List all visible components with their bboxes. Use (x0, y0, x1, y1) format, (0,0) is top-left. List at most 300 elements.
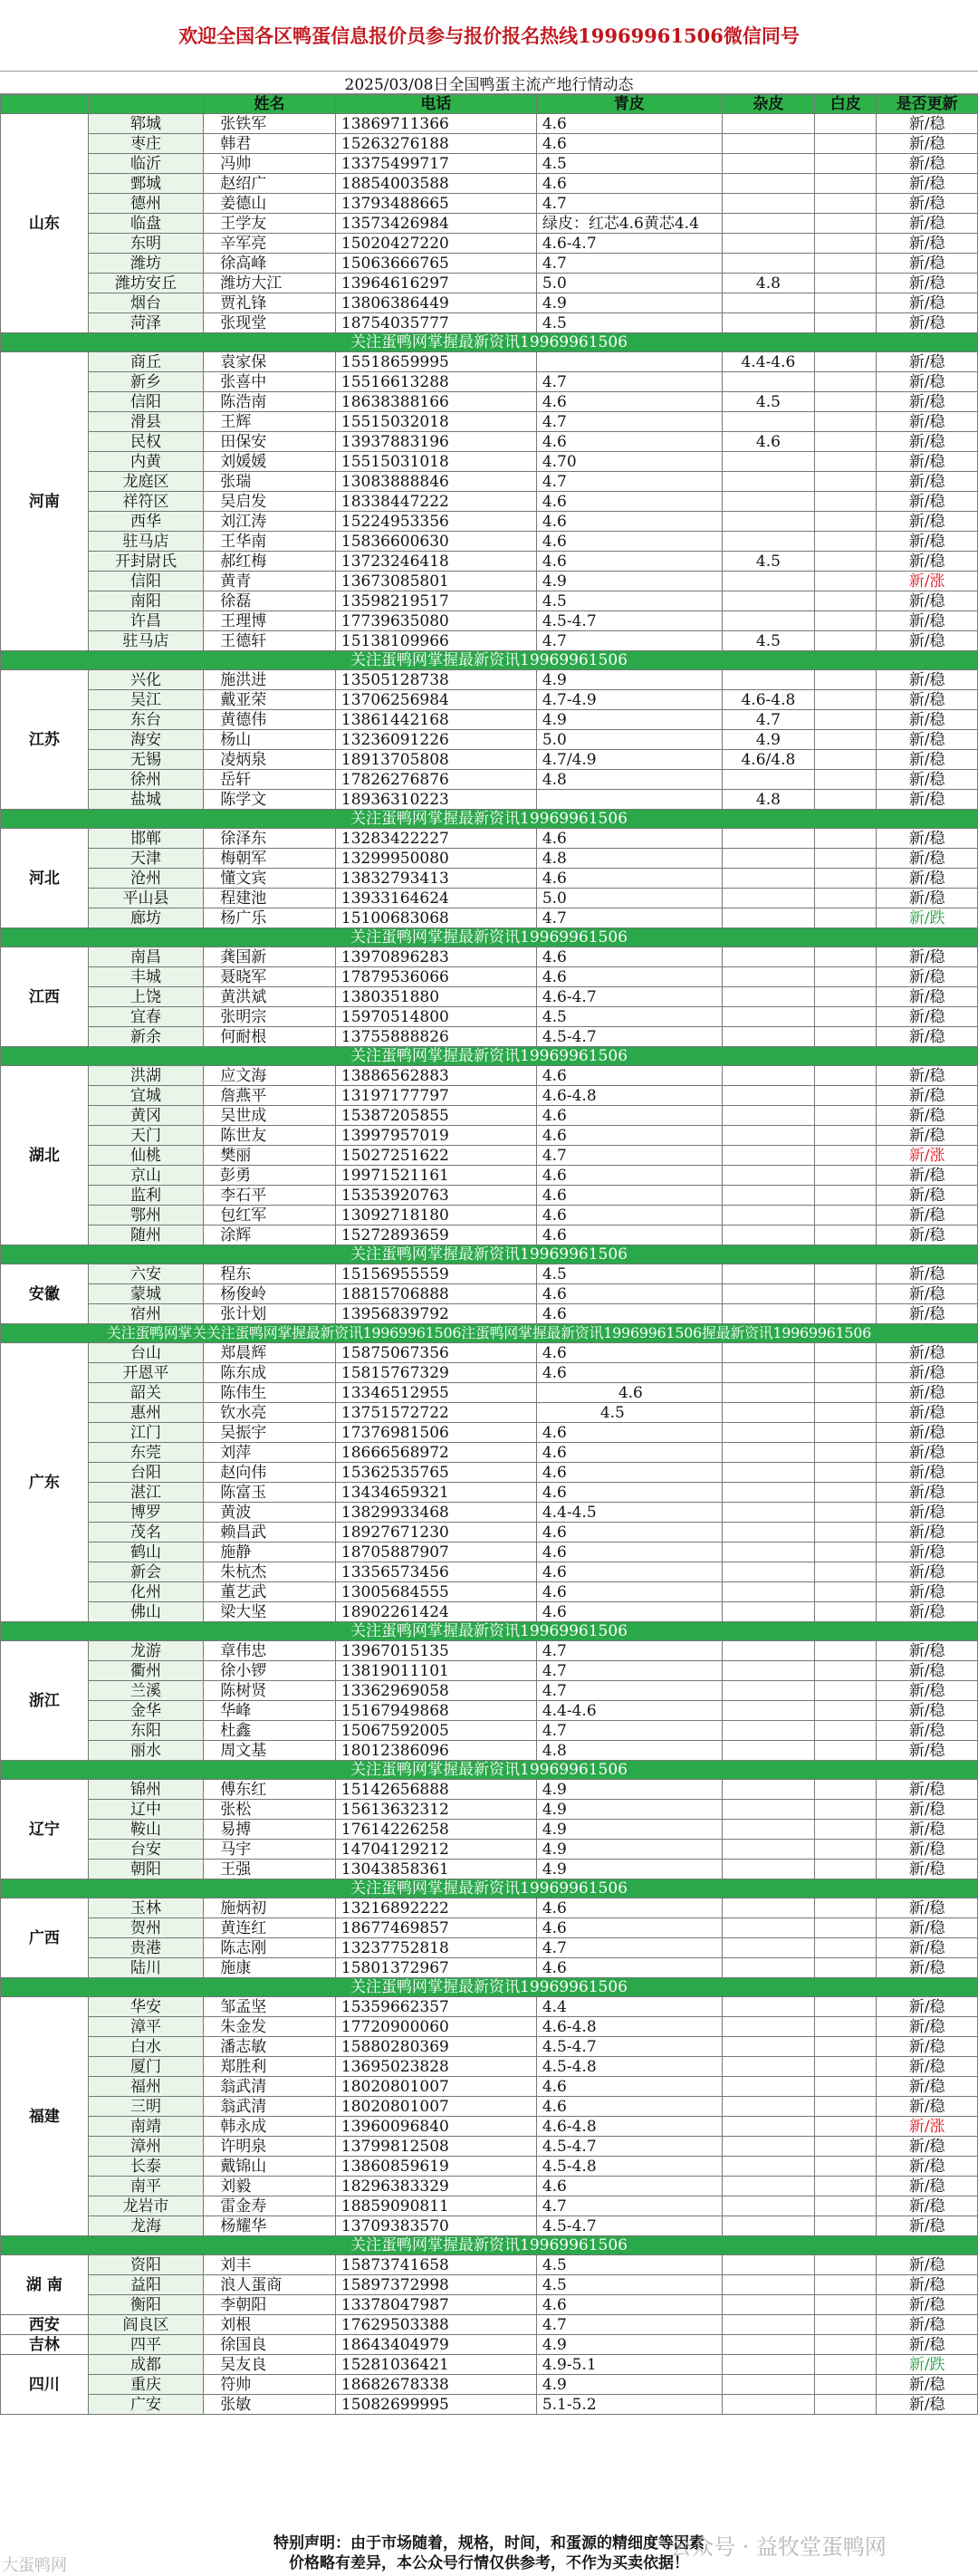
name-cell: 杜鑫 (204, 1721, 336, 1741)
update-status: 新/稳 (877, 1264, 978, 1284)
phone-cell: 13970896283 (335, 947, 536, 967)
update-status: 新/稳 (877, 2097, 978, 2117)
mixed-shell-price (722, 1226, 814, 1245)
table-row (1, 2395, 978, 2415)
green-shell-price: 4.7/4.9 (536, 750, 722, 770)
table-row (1, 1086, 978, 1106)
mixed-shell-price (722, 114, 814, 134)
footer-line1: 特别声明：由于市场随着，规格，时间，和蛋源的精细度等因素 (273, 2534, 705, 2552)
name-cell: 潍坊大江 (204, 274, 336, 293)
update-status: 新/稳 (877, 2315, 978, 2335)
green-shell-price: 4.7 (536, 372, 722, 392)
green-shell-price: 4.6 (536, 552, 722, 572)
city-cell: 海安 (88, 730, 203, 750)
update-status: 新/稳 (877, 1780, 978, 1800)
city-cell: 丽水 (88, 1741, 203, 1761)
name-cell: 凌炳泉 (204, 750, 336, 770)
green-shell-price: 4.6 (536, 1562, 722, 1582)
city-cell: 菏泽 (88, 313, 203, 333)
white-shell-price (815, 2375, 877, 2395)
green-shell-price: 4.6 (536, 1166, 722, 1186)
mixed-shell-price (722, 1780, 814, 1800)
green-shell-price: 4.7 (536, 1681, 722, 1701)
white-shell-price (815, 987, 877, 1007)
mixed-shell-price (722, 1503, 814, 1523)
phone-cell: 15897372998 (335, 2275, 536, 2295)
mixed-shell-price (722, 492, 814, 512)
mixed-shell-price (722, 1820, 814, 1840)
update-status: 新/稳 (877, 1443, 978, 1463)
phone-cell: 15515032018 (335, 412, 536, 432)
phone-cell: 13197177797 (335, 1086, 536, 1106)
city-cell: 潍坊 (88, 254, 203, 274)
table-row (1, 1741, 978, 1761)
green-shell-price: 4.6 (536, 1582, 722, 1602)
white-shell-price (815, 1126, 877, 1146)
name-cell: 程建池 (204, 889, 336, 908)
phone-cell: 15873741658 (335, 2255, 536, 2275)
phone-cell: 18902261424 (335, 1602, 536, 1622)
white-shell-price (815, 1898, 877, 1918)
white-shell-price (815, 1226, 877, 1245)
mixed-shell-price: 4.6/4.8 (722, 750, 814, 770)
table-row (1, 690, 978, 710)
ad-banner-row (1, 1324, 978, 1343)
white-shell-price (815, 1363, 877, 1383)
city-cell: 衢州 (88, 1661, 203, 1681)
mixed-shell-price (722, 2216, 814, 2236)
table-row (1, 293, 978, 313)
name-cell: 陈富玉 (204, 1483, 336, 1503)
city-cell: 福州 (88, 2077, 203, 2097)
table-row (1, 2077, 978, 2097)
table-row (1, 2177, 978, 2196)
name-cell: 朱金发 (204, 2017, 336, 2037)
city-cell: 龙游 (88, 1641, 203, 1661)
table-row (1, 670, 978, 690)
price-table (0, 94, 978, 2415)
table-row (1, 2057, 978, 2077)
update-status: 新/稳 (877, 2196, 978, 2216)
white-shell-price (815, 2097, 877, 2117)
ad-banner-text: 关注蛋鸭网掌握最新资讯19969961506 (1, 928, 978, 947)
white-shell-price (815, 392, 877, 412)
update-status: 新/稳 (877, 512, 978, 532)
mixed-shell-price (722, 591, 814, 611)
name-cell: 刘萍 (204, 1443, 336, 1463)
city-cell: 信阳 (88, 392, 203, 412)
update-status: 新/稳 (877, 1343, 978, 1363)
phone-cell: 13346512955 (335, 1383, 536, 1403)
green-shell-price: 4.5 (536, 2255, 722, 2275)
table-row (1, 2037, 978, 2057)
table-row (1, 572, 978, 591)
name-cell: 施炳初 (204, 1898, 336, 1918)
white-shell-price (815, 849, 877, 869)
mixed-shell-price (722, 1840, 814, 1860)
city-cell: 廊坊 (88, 908, 203, 928)
mixed-shell-price (722, 1304, 814, 1324)
white-shell-price (815, 1741, 877, 1761)
mixed-shell-price: 4.5 (722, 392, 814, 412)
green-shell-price: 4.9 (536, 2375, 722, 2395)
city-cell: 玉林 (88, 1898, 203, 1918)
city-cell: 锦州 (88, 1780, 203, 1800)
green-shell-price: 4.6 (536, 1423, 722, 1443)
mixed-shell-price (722, 1264, 814, 1284)
ad-banner-row (1, 1761, 978, 1780)
phone-cell: 13937883196 (335, 432, 536, 452)
update-status: 新/稳 (877, 194, 978, 214)
header-white: 白皮 (815, 95, 877, 114)
update-status: 新/稳 (877, 1483, 978, 1503)
city-cell: 鹤山 (88, 1543, 203, 1562)
city-cell: 民权 (88, 432, 203, 452)
city-cell: 新乡 (88, 372, 203, 392)
update-status: 新/稳 (877, 631, 978, 651)
mixed-shell-price (722, 512, 814, 532)
ad-banner-text: 关注蛋鸭网掌握最新资讯19969961506 (1, 810, 978, 829)
table-row (1, 1166, 978, 1186)
city-cell: 台安 (88, 1840, 203, 1860)
white-shell-price (815, 2137, 877, 2157)
mixed-shell-price (722, 987, 814, 1007)
green-shell-price: 4.7 (536, 2315, 722, 2335)
phone-cell: 17376981506 (335, 1423, 536, 1443)
phone-cell: 18638388166 (335, 392, 536, 412)
city-cell: 重庆 (88, 2375, 203, 2395)
table-row (1, 2097, 978, 2117)
green-shell-price: 4.4 (536, 1997, 722, 2017)
phone-cell: 15156955559 (335, 1264, 536, 1284)
city-cell: 湛江 (88, 1483, 203, 1503)
name-cell: 程东 (204, 1264, 336, 1284)
name-cell: 杨耀华 (204, 2216, 336, 2236)
ad-banner-text: 关注蛋鸭网掌握最新资讯19969961506 (1, 1761, 978, 1780)
table-row (1, 1186, 978, 1206)
table-row (1, 829, 978, 849)
name-cell: 张明宗 (204, 1007, 336, 1027)
table-row (1, 1066, 978, 1086)
update-status: 新/稳 (877, 770, 978, 790)
update-status: 新/稳 (877, 392, 978, 412)
table-header (1, 95, 978, 114)
phone-cell: 15359662357 (335, 1997, 536, 2017)
table-row (1, 1780, 978, 1800)
mixed-shell-price (722, 2315, 814, 2335)
green-shell-price: 4.8 (536, 770, 722, 790)
table-row (1, 889, 978, 908)
phone-cell: 15515031018 (335, 452, 536, 472)
mixed-shell-price (722, 154, 814, 174)
update-status: 新/稳 (877, 214, 978, 234)
name-cell: 朱杭杰 (204, 1562, 336, 1582)
white-shell-price (815, 1602, 877, 1622)
update-status: 新/稳 (877, 947, 978, 967)
update-status: 新/稳 (877, 1206, 978, 1226)
green-shell-price: 4.6 (536, 1363, 722, 1383)
name-cell: 岳轩 (204, 770, 336, 790)
name-cell: 戴亚荣 (204, 690, 336, 710)
name-cell: 涂辉 (204, 1226, 336, 1245)
mixed-shell-price: 4.8 (722, 274, 814, 293)
white-shell-price (815, 1284, 877, 1304)
update-status: 新/稳 (877, 1403, 978, 1423)
phone-cell: 13819011101 (335, 1661, 536, 1681)
mixed-shell-price (722, 452, 814, 472)
update-status: 新/稳 (877, 670, 978, 690)
mixed-shell-price: 4.9 (722, 730, 814, 750)
update-status: 新/稳 (877, 1681, 978, 1701)
city-cell: 天门 (88, 1126, 203, 1146)
white-shell-price (815, 1403, 877, 1423)
white-shell-price (815, 1938, 877, 1958)
ad-banner-text: 关注蛋鸭网掌握最新资讯19969961506 (1, 333, 978, 352)
city-cell: 茂名 (88, 1523, 203, 1543)
update-status: 新/稳 (877, 1523, 978, 1543)
mixed-shell-price (722, 1423, 814, 1443)
mixed-shell-price (722, 1681, 814, 1701)
mixed-shell-price (722, 1582, 814, 1602)
name-cell: 袁家保 (204, 352, 336, 372)
name-cell: 辛军亮 (204, 234, 336, 254)
name-cell: 赵绍广 (204, 174, 336, 194)
green-shell-price: 4.6 (536, 1284, 722, 1304)
table-row (1, 1027, 978, 1047)
green-shell-price: 4.6 (536, 1186, 722, 1206)
update-status: 新/稳 (877, 2177, 978, 2196)
green-shell-price: 4.6 (536, 432, 722, 452)
update-status: 新/稳 (877, 2395, 978, 2415)
green-shell-price: 绿皮：红芯4.6黄芯4.4 (536, 214, 722, 234)
white-shell-price (815, 1543, 877, 1562)
white-shell-price (815, 1423, 877, 1443)
white-shell-price (815, 1066, 877, 1086)
phone-cell: 13806386449 (335, 293, 536, 313)
mixed-shell-price (722, 670, 814, 690)
phone-cell: 15880280369 (335, 2037, 536, 2057)
green-shell-price (536, 790, 722, 810)
table-row (1, 1582, 978, 1602)
city-cell: 江门 (88, 1423, 203, 1443)
table-row (1, 710, 978, 730)
white-shell-price (815, 2315, 877, 2335)
green-shell-price: 4.5-4.8 (536, 2157, 722, 2177)
name-cell: 张瑞 (204, 472, 336, 492)
mixed-shell-price (722, 1562, 814, 1582)
city-cell: 东莞 (88, 1443, 203, 1463)
table-row (1, 869, 978, 889)
table-row (1, 1681, 978, 1701)
table-row (1, 313, 978, 333)
phone-cell: 15970514800 (335, 1007, 536, 1027)
city-cell: 商丘 (88, 352, 203, 372)
phone-cell: 13967015135 (335, 1641, 536, 1661)
white-shell-price (815, 829, 877, 849)
mixed-shell-price (722, 532, 814, 552)
name-cell: 张喜中 (204, 372, 336, 392)
update-status: 新/稳 (877, 1582, 978, 1602)
city-cell: 徐州 (88, 770, 203, 790)
mixed-shell-price (722, 1206, 814, 1226)
white-shell-price (815, 1800, 877, 1820)
phone-cell: 15613632312 (335, 1800, 536, 1820)
phone-cell: 13799812508 (335, 2137, 536, 2157)
phone-cell: 15815767329 (335, 1363, 536, 1383)
phone-cell: 18296383329 (335, 2177, 536, 2196)
green-shell-price: 4.6-4.8 (536, 2117, 722, 2137)
mixed-shell-price (722, 1721, 814, 1741)
green-shell-price: 4.7 (536, 1641, 722, 1661)
update-status: 新/涨 (877, 572, 978, 591)
phone-cell: 13505128738 (335, 670, 536, 690)
name-cell: 刘媛媛 (204, 452, 336, 472)
header-phone: 电话 (335, 95, 536, 114)
name-cell: 傅东红 (204, 1780, 336, 1800)
white-shell-price (815, 1661, 877, 1681)
city-cell: 华安 (88, 1997, 203, 2017)
update-status: 新/稳 (877, 234, 978, 254)
phone-cell: 18913705808 (335, 750, 536, 770)
green-shell-price: 4.7 (536, 908, 722, 928)
update-status: 新/稳 (877, 552, 978, 572)
green-shell-price: 4.6 (536, 1523, 722, 1543)
name-cell: 王华南 (204, 532, 336, 552)
update-status: 新/稳 (877, 1166, 978, 1186)
city-cell: 洪湖 (88, 1066, 203, 1086)
white-shell-price (815, 1186, 877, 1206)
white-shell-price (815, 2017, 877, 2037)
city-cell: 阎良区 (88, 2315, 203, 2335)
header-name: 姓名 (204, 95, 336, 114)
name-cell: 施洪进 (204, 670, 336, 690)
phone-cell: 18754035777 (335, 313, 536, 333)
table-row (1, 1146, 978, 1166)
mixed-shell-price (722, 2355, 814, 2375)
mixed-shell-price (722, 313, 814, 333)
mixed-shell-price (722, 1086, 814, 1106)
phone-cell: 13751572722 (335, 1403, 536, 1423)
city-cell: 南平 (88, 2177, 203, 2196)
green-shell-price: 4.6 (536, 947, 722, 967)
phone-cell: 13356573456 (335, 1562, 536, 1582)
table-row (1, 1938, 978, 1958)
phone-cell: 15353920763 (335, 1186, 536, 1206)
mixed-shell-price (722, 2017, 814, 2037)
city-cell: 博罗 (88, 1503, 203, 1523)
table-row (1, 1602, 978, 1622)
update-status: 新/稳 (877, 1066, 978, 1086)
update-status: 新/稳 (877, 1741, 978, 1761)
province-label: 江苏 (1, 670, 89, 810)
update-status: 新/稳 (877, 2275, 978, 2295)
white-shell-price (815, 750, 877, 770)
green-shell-price (536, 352, 722, 372)
green-shell-price: 4.5-4.7 (536, 2037, 722, 2057)
name-cell: 黄青 (204, 572, 336, 591)
update-status: 新/涨 (877, 2117, 978, 2137)
city-cell: 漳州 (88, 2137, 203, 2157)
name-cell: 杨广乐 (204, 908, 336, 928)
mixed-shell-price (722, 1483, 814, 1503)
mixed-shell-price (722, 2077, 814, 2097)
province-label: 安徽 (1, 1264, 89, 1324)
name-cell: 陈树贤 (204, 1681, 336, 1701)
footer-line2: 价格略有差异，本公众号行情仅供参考，不作为买卖依据！ (289, 2554, 689, 2572)
name-cell: 王理博 (204, 611, 336, 631)
white-shell-price (815, 532, 877, 552)
white-shell-price (815, 372, 877, 392)
white-shell-price (815, 1146, 877, 1166)
city-cell: 六安 (88, 1264, 203, 1284)
mixed-shell-price (722, 869, 814, 889)
table-row (1, 352, 978, 372)
white-shell-price (815, 1820, 877, 1840)
table-row (1, 1284, 978, 1304)
city-cell: 祥符区 (88, 492, 203, 512)
green-shell-price: 4.6 (536, 134, 722, 154)
name-cell: 刘毅 (204, 2177, 336, 2196)
green-shell-price: 4.4-4.6 (536, 1701, 722, 1721)
green-shell-price: 4.6-4.8 (536, 2017, 722, 2037)
phone-cell: 18677469857 (335, 1918, 536, 1938)
phone-cell: 15516613288 (335, 372, 536, 392)
white-shell-price (815, 2295, 877, 2315)
phone-cell: 18705887907 (335, 1543, 536, 1562)
name-cell: 王德轩 (204, 631, 336, 651)
header-mixed: 杂皮 (722, 95, 814, 114)
table-row (1, 1958, 978, 1978)
update-status: 新/稳 (877, 869, 978, 889)
update-status: 新/稳 (877, 1363, 978, 1383)
phone-cell: 18020801007 (335, 2097, 536, 2117)
table-row (1, 2355, 978, 2375)
name-cell: 钦水亮 (204, 1403, 336, 1423)
update-status: 新/稳 (877, 1860, 978, 1879)
mixed-shell-price (722, 849, 814, 869)
mixed-shell-price (722, 770, 814, 790)
update-status: 新/稳 (877, 987, 978, 1007)
phone-cell: 13997957019 (335, 1126, 536, 1146)
white-shell-price (815, 908, 877, 928)
name-cell: 徐高峰 (204, 254, 336, 274)
update-status: 新/稳 (877, 1503, 978, 1523)
table-row (1, 512, 978, 532)
update-status: 新/稳 (877, 1284, 978, 1304)
table-row (1, 532, 978, 552)
phone-cell: 15142656888 (335, 1780, 536, 1800)
mixed-shell-price (722, 1997, 814, 2017)
white-shell-price (815, 512, 877, 532)
green-shell-price: 4.6 (536, 1066, 722, 1086)
update-status: 新/稳 (877, 1800, 978, 1820)
table-row (1, 1423, 978, 1443)
table-row (1, 730, 978, 750)
white-shell-price (815, 1383, 877, 1403)
table-row (1, 2137, 978, 2157)
phone-cell: 18682678338 (335, 2375, 536, 2395)
name-cell: 陈东成 (204, 1363, 336, 1383)
phone-cell: 18936310223 (335, 790, 536, 810)
name-cell: 周文基 (204, 1741, 336, 1761)
green-shell-price: 4.5-4.7 (536, 1027, 722, 1047)
province-label: 山东 (1, 114, 89, 333)
phone-cell: 13860859619 (335, 2157, 536, 2177)
city-cell: 辽中 (88, 1800, 203, 1820)
name-cell: 陈世友 (204, 1126, 336, 1146)
city-cell: 南靖 (88, 2117, 203, 2137)
green-shell-price: 4.6 (536, 1304, 722, 1324)
